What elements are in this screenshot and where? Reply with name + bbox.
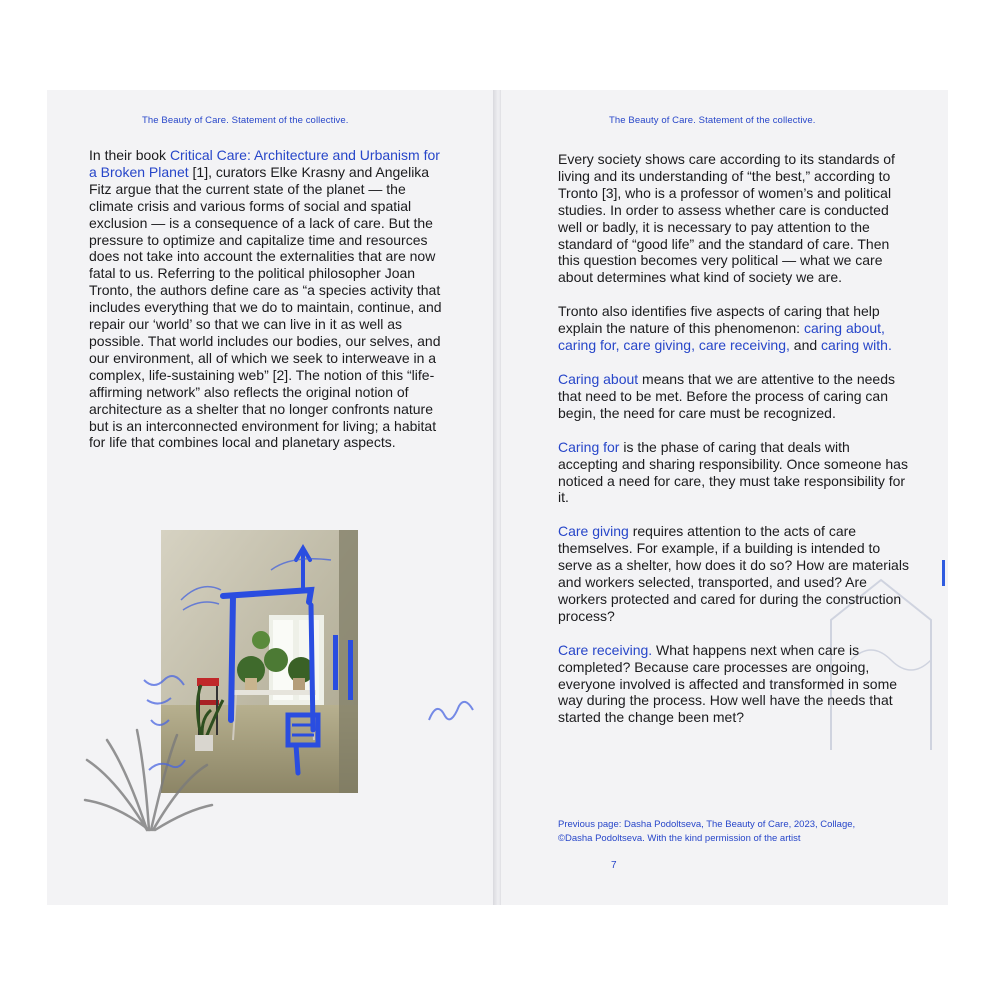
five-aspects-end: .	[887, 337, 892, 354]
paragraph-caring-for	[558, 439, 913, 507]
page-number: 7	[611, 860, 617, 871]
caring-about-text: means that we are attentive to the needs that need to be met. Before the process of caring can begin, the need for care must be recognized.	[558, 370, 895, 421]
term-caring-for: Caring for	[558, 438, 620, 455]
intro-paragraph	[89, 147, 449, 451]
paragraph-caring-about	[558, 371, 913, 422]
care-giving-text: requires attention to the acts of care themselves. For example, if a building is intended to serve as a shelter, how does it do so? How are materials and workers selected, transported, and used? Are workers protected and cared for during the construction process?	[558, 523, 909, 624]
paragraph-five-aspects	[558, 303, 913, 354]
image-caption	[558, 818, 908, 846]
book-title: Critical Care: Architecture and Urbanism for a Broken Planet	[89, 147, 440, 180]
right-body-text	[558, 151, 913, 743]
five-aspects-last-term: caring with	[821, 337, 888, 354]
handwriting-scribble-right	[425, 690, 485, 735]
paragraph-care-receiving	[558, 642, 913, 727]
intro-rest: [1], curators Elke Krasny and Angelika Fitz argue that the current state of the planet — the climate crisis and various forms of social and spatial exclusion — is a consequence of a lack of care. But the pressure to optimize and capitalize time and resources does not take into account the externalities that are now fatal to us. Referring to the political philosopher Joan Tronto, the authors define care as “a species activity that includes everything that we do to maintain, continue, and repair our ‘world’ so that we can live in it as well as possible. That world includes our bodies, our selves, and our environment, all of which we seek to interweave in a complex, life-sustaining web” [2]. The notion of this “life-affirming network” also reflects the original notion of architecture as a shelter that no longer confronts nature but is an interconnected environment for living; a habitat for life that combines local and planetary aspects.	[89, 163, 442, 451]
handwriting-scribble-left	[139, 670, 219, 795]
caption-line-2: ©Dasha Podoltseva. With the kind permission of the artist	[558, 833, 801, 844]
term-care-giving: Care giving	[558, 523, 629, 540]
term-care-receiving: Care receiving.	[558, 641, 653, 658]
term-caring-about: Caring about	[558, 370, 639, 387]
care-receiving-text: What happens next when care is completed? Because care processes are ongoing, everyone involved is affected and transformed in some way during the process. How well have the needs that started the change been met?	[558, 641, 898, 726]
caring-for-text: is the phase of caring that deals with accepting and sharing responsibility. Once someone has noticed a need for care, they must take responsibility for it.	[558, 438, 908, 506]
right-page	[500, 90, 948, 905]
five-aspects-and: and	[789, 337, 822, 354]
five-aspects-terms: caring about, caring for, care giving, care receiving,	[558, 320, 885, 354]
caption-line-1: Previous page: Dasha Podoltseva, The Beauty of Care, 2023, Collage,	[558, 819, 856, 830]
left-page	[47, 90, 495, 905]
running-head-right: The Beauty of Care. Statement of the collective.	[609, 115, 816, 126]
running-head-left: The Beauty of Care. Statement of the collective.	[142, 115, 349, 126]
edge-ink-mark	[942, 560, 945, 586]
intro-lead: In their book	[89, 147, 170, 163]
five-aspects-lead: Tronto also identifies five aspects of caring that help explain the nature of this phenomenon:	[558, 303, 880, 337]
left-body-text	[89, 147, 449, 468]
paragraph-society: Every society shows care according to its standards of living and its understanding of “the best,” according to Tronto [3], who is a professor of women’s and political studies. In order to assess whether care is conducted well or badly, it is necessary to pay attention to the standard of “good life” and the standard of care. Then this question becomes very political — what we care about determines what kind of society we are.	[558, 151, 895, 286]
paragraph-care-giving	[558, 523, 913, 624]
